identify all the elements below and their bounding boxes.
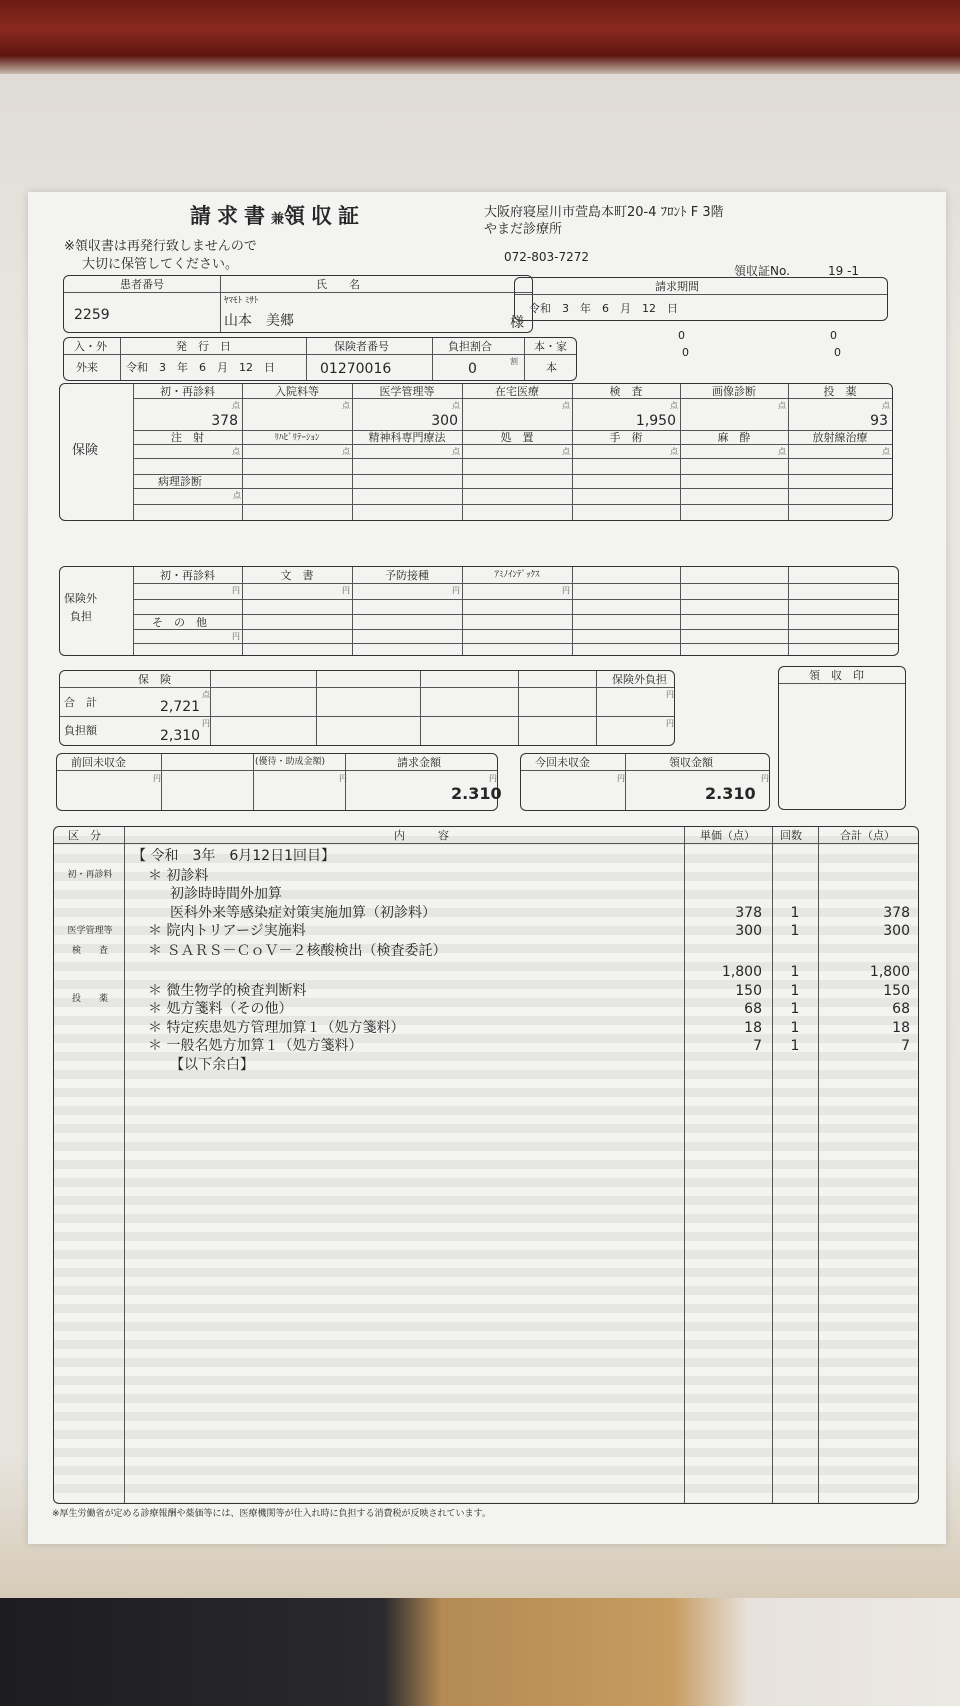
- issue-date: 令和 3 年 6 月 12 日: [126, 361, 275, 374]
- notice-line2: 大切に保管してください。: [82, 257, 239, 272]
- detail-line-count: 1: [790, 1020, 800, 1036]
- detail-line-text: 初診時時間外加算: [170, 886, 282, 902]
- clinic-name: やまだ診療所: [484, 222, 563, 237]
- receipt-no-label: 領収証No.: [734, 264, 790, 278]
- ratio-unit: 割: [510, 357, 518, 366]
- detail-line-text: ＊ 処方箋料（その他）: [148, 1001, 293, 1017]
- points-unit: 点: [342, 447, 350, 456]
- yen-unit: 円: [452, 586, 460, 595]
- subsidy-label: (優待・助成金額): [255, 757, 326, 767]
- points-unit: 点: [342, 401, 350, 410]
- points-unit: 点: [232, 401, 240, 410]
- detail-category: 医学管理等: [67, 926, 113, 936]
- patient-honorific: 様: [510, 315, 524, 331]
- insurance-header: 麻 酔: [717, 431, 751, 444]
- insurance-header: 医学管理等: [379, 385, 435, 398]
- billed-label: 請求金額: [397, 756, 441, 769]
- self-pay-header: 予防接種: [385, 569, 429, 582]
- insurance-value: 93: [870, 413, 888, 429]
- insurance-header: 放射線治療: [812, 431, 868, 444]
- burden-ratio-label: 負担割合: [448, 340, 492, 353]
- insurance-header: 病理診断: [158, 475, 202, 488]
- detail-line-unit: 300: [735, 923, 762, 939]
- insurance-value: 1,950: [635, 413, 676, 429]
- points-unit: 点: [452, 447, 460, 456]
- points-unit: 点: [233, 491, 241, 500]
- visit-type: 外来: [76, 361, 98, 374]
- total-points-label: 合 計: [64, 696, 97, 709]
- family: 本: [546, 361, 557, 374]
- detail-line-unit: 18: [744, 1020, 762, 1036]
- detail-line-total: 300: [883, 923, 910, 939]
- detail-line-text: ＊ 院内トリアージ実施料: [148, 923, 306, 939]
- patient-box: [63, 275, 533, 333]
- burden-label: 負担額: [64, 724, 97, 737]
- yen-unit: 円: [202, 719, 210, 728]
- family-label: 本・家: [534, 340, 567, 353]
- detail-line-unit: 1,800: [721, 964, 762, 980]
- insurance-value: 378: [211, 413, 238, 429]
- title-main: 請求書: [190, 204, 271, 228]
- receipt-no: 19 -1: [828, 264, 860, 278]
- insurer-no-label: 保険者番号: [334, 340, 389, 353]
- points-unit: 点: [202, 690, 210, 699]
- col-total-header: 合計（点）: [840, 829, 895, 842]
- receipt-paper: [28, 192, 946, 1544]
- burden-ratio: 0: [468, 361, 477, 377]
- detail-line-count: 1: [790, 983, 800, 999]
- yen-unit: 円: [666, 719, 674, 728]
- detail-line-count: 1: [790, 905, 800, 921]
- payment-received-box: [520, 753, 770, 811]
- points-unit: 点: [778, 447, 786, 456]
- clinic-address: 大阪府寝屋川市萱島本町20-4 ﾌﾛﾝﾄ F 3階: [484, 205, 724, 220]
- insurer-no: 01270016: [320, 361, 392, 377]
- points-unit: 点: [670, 401, 678, 410]
- detail-line-count: 1: [790, 923, 800, 939]
- stamp-label: 領 収 印: [809, 669, 864, 682]
- clinic-phone: 072-803-7272: [504, 250, 590, 264]
- received-amount: 2.310: [705, 784, 756, 803]
- background-floor: [0, 1598, 960, 1706]
- self-pay-side-label: 保険外: [64, 592, 97, 605]
- billed-amount: 2.310: [451, 784, 502, 803]
- yen-unit: 円: [489, 774, 497, 783]
- detail-line-total: 7: [901, 1038, 910, 1054]
- insurance-header: 精神科専門療法: [368, 431, 446, 444]
- col-content-header: 内 容: [394, 829, 449, 842]
- yen-unit: 円: [342, 586, 350, 595]
- insurance-header: 投 薬: [823, 385, 857, 398]
- yen-unit: 円: [232, 586, 240, 595]
- detail-category: 検 査: [71, 946, 108, 956]
- payment-billed-box: [56, 753, 502, 811]
- insurance-header: 検 査: [609, 385, 643, 398]
- detail-line-text: ＊ 一般名処方加算１（処方箋料）: [148, 1038, 363, 1054]
- notice-line1: ※領収書は再発行致しませんので: [64, 239, 257, 254]
- self-pay-header: 初・再診料: [160, 569, 215, 582]
- prev-unpaid-label: 前回未収金: [71, 756, 126, 769]
- detail-category: 投 薬: [71, 994, 108, 1004]
- extra-value: 0: [682, 346, 689, 359]
- patient-id-label: 患者番号: [120, 278, 164, 291]
- visit-type-label: 入・外: [74, 340, 107, 353]
- patient-name-label: 氏 名: [316, 278, 360, 291]
- totals-box: [59, 670, 675, 746]
- self-pay-header: 文 書: [280, 569, 314, 582]
- billing-period-label: 請求期間: [655, 280, 699, 293]
- extra-value: 0: [830, 329, 837, 342]
- self-pay-other-label: そ の 他: [152, 616, 207, 629]
- detail-line-unit: 7: [753, 1038, 762, 1054]
- insurance-header: 初・再診料: [160, 385, 215, 398]
- yen-unit: 円: [153, 774, 161, 783]
- detail-line-text: ＊ 初診料: [148, 868, 209, 884]
- insurance-points-grid: [59, 383, 893, 521]
- detail-line-text: ＊ 特定疾患処方管理加算１（処方箋料）: [148, 1020, 405, 1036]
- insurance-header: ﾘﾊﾋﾞﾘﾃｰｼｮﾝ: [274, 433, 320, 443]
- detail-line-unit: 68: [744, 1001, 762, 1017]
- points-unit: 点: [778, 401, 786, 410]
- picture-frame: [0, 0, 960, 74]
- yen-unit: 円: [339, 774, 347, 783]
- detail-line-total: 150: [883, 983, 910, 999]
- self-pay-side-label2: 負担: [70, 610, 92, 623]
- points-unit: 点: [232, 447, 240, 456]
- extra-value: 0: [678, 329, 685, 342]
- detail-line-text: ＊ 微生物学的検査判断料: [148, 983, 307, 999]
- title-small: 兼: [271, 212, 285, 227]
- self-pay-header: ｱﾐﾉｲﾝﾃﾞｯｸｽ: [494, 570, 540, 580]
- insurance-header: 注 射: [171, 431, 204, 444]
- extra-value: 0: [834, 346, 841, 359]
- patient-name: 山本 美郷: [224, 313, 294, 329]
- detail-line-count: 1: [790, 964, 800, 980]
- yen-unit: 円: [562, 586, 570, 595]
- receipt-stamp-box: [778, 666, 906, 810]
- visit-box: [63, 337, 577, 381]
- col-count-header: 回数: [780, 829, 802, 842]
- patient-name-kana: ﾔﾏﾓﾄ ﾐｻﾄ: [224, 296, 259, 306]
- points-unit: 点: [452, 401, 460, 410]
- insurance-value: 300: [431, 413, 458, 429]
- detail-line-count: 1: [790, 1038, 800, 1054]
- points-unit: 点: [882, 447, 890, 456]
- yen-unit: 円: [666, 690, 674, 699]
- insurance-header: 入院料等: [275, 385, 319, 398]
- yen-unit: 円: [761, 774, 769, 783]
- details-table: [53, 826, 919, 1504]
- footer-note: ※厚生労働省が定める診療報酬や薬価等には、医療機関等が仕入れ時に負担する消費税が反映されています。: [52, 1509, 491, 1519]
- detail-line-total: 18: [892, 1020, 910, 1036]
- billing-period: 令和 3 年 6 月 12 日: [529, 302, 678, 315]
- detail-line-total: 378: [883, 905, 910, 921]
- detail-line-total: 1,800: [869, 964, 910, 980]
- detail-category: 初・再診料: [67, 870, 113, 880]
- detail-line-text: 【 令和 3年 6月12日1回目】: [132, 848, 335, 864]
- insurance-header: 画像診断: [712, 385, 756, 398]
- insurance-header: 在宅医療: [495, 385, 539, 398]
- current-unpaid-label: 今回未収金: [535, 756, 590, 769]
- burden-amount: 2,310: [160, 728, 201, 744]
- insurance-side-label: 保険: [72, 443, 99, 458]
- yen-unit: 円: [232, 632, 240, 641]
- billing-period-box: [514, 277, 888, 321]
- self-pay-grid: [59, 566, 899, 656]
- col-unit-header: 単価（点）: [700, 829, 755, 842]
- detail-line-unit: 150: [735, 983, 762, 999]
- title-secondary: 領収証: [284, 204, 366, 228]
- issue-date-label: 発 行 日: [176, 340, 231, 353]
- insurance-header: 処 置: [500, 431, 534, 444]
- yen-unit: 円: [617, 774, 625, 783]
- detail-line-count: 1: [790, 1001, 800, 1017]
- insurance-header: 手 術: [609, 431, 643, 444]
- total-points: 2,721: [160, 699, 201, 715]
- document-title: [190, 206, 365, 227]
- detail-line-text: 【以下余白】: [170, 1057, 254, 1073]
- detail-line-text: ＊ ＳＡＲＳ－ＣｏＶ－２核酸検出（検査委託）: [148, 943, 447, 959]
- received-label: 領収金額: [669, 756, 713, 769]
- points-unit: 点: [562, 401, 570, 410]
- patient-id: 2259: [74, 307, 110, 323]
- points-unit: 点: [562, 447, 570, 456]
- totals-non-insurance-label: 保険外負担: [612, 673, 667, 686]
- points-unit: 点: [882, 401, 890, 410]
- col-category-header: 区 分: [68, 829, 101, 842]
- detail-line-unit: 378: [735, 905, 762, 921]
- detail-line-text: 医科外来等感染症対策実施加算（初診料）: [170, 905, 436, 921]
- points-unit: 点: [670, 447, 678, 456]
- totals-insurance-label: 保 険: [138, 673, 171, 686]
- detail-line-total: 68: [892, 1001, 910, 1017]
